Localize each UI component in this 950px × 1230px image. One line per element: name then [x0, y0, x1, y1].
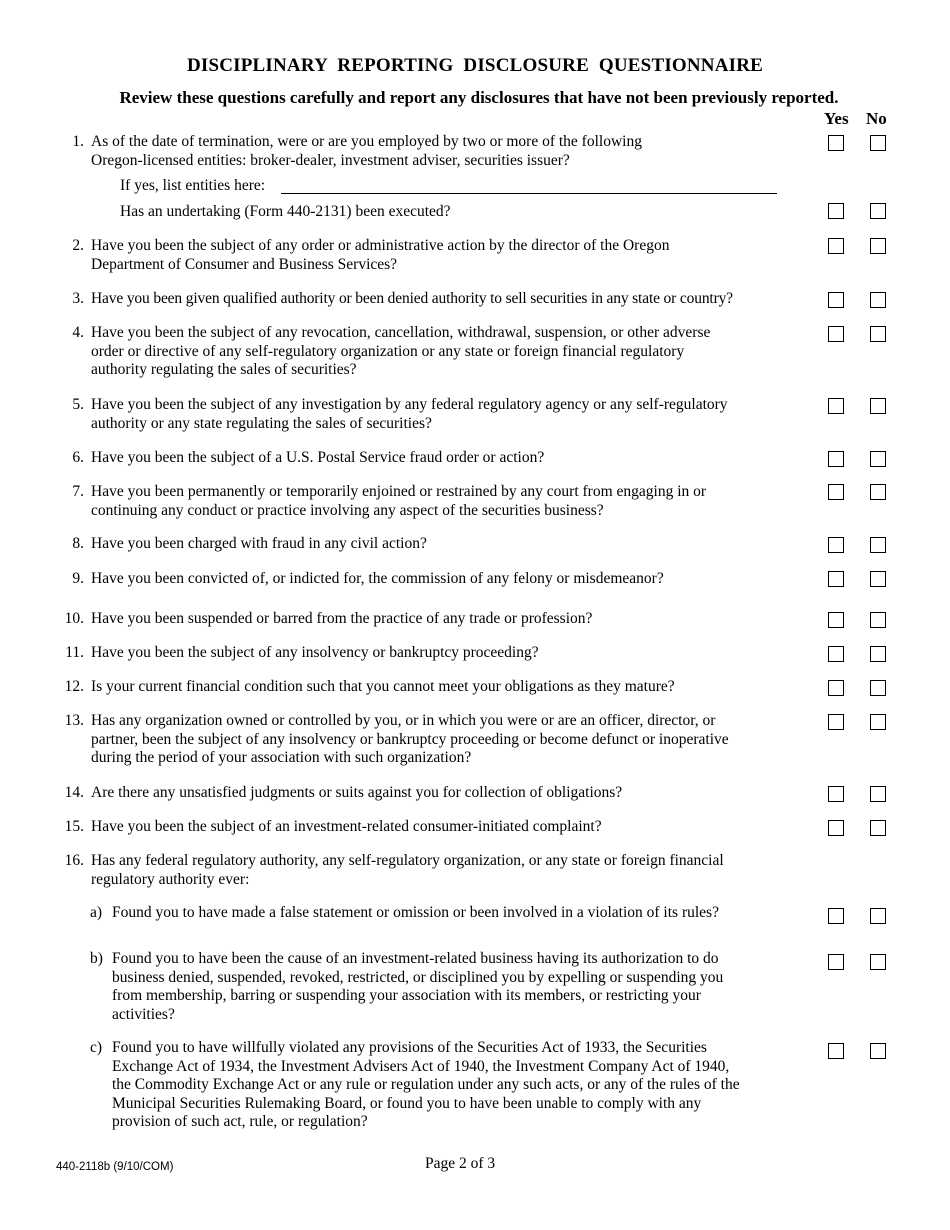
- q4-yes-checkbox[interactable]: [828, 326, 844, 342]
- q13-line: Has any organization owned or controlled by you, or in which you were or are an officer, director, or: [91, 712, 716, 729]
- q2-text: [91, 237, 669, 274]
- q16-line: regulatory authority ever:: [91, 870, 250, 888]
- q4-line: authority regulating the sales of securities?: [91, 361, 357, 378]
- q13-line: during the period of your association with such organization?: [91, 749, 472, 766]
- q16b-line: Found you to have been the cause of an investment-related business having its authorization to do: [112, 950, 719, 967]
- q5-line: authority or any state regulating the sales of securities?: [91, 414, 432, 432]
- q4-no-checkbox[interactable]: [870, 326, 886, 342]
- q9-text: [91, 570, 664, 589]
- q4-text: [91, 324, 710, 380]
- q5-number: 5.: [72, 396, 84, 413]
- q16b-letter: b): [90, 950, 103, 967]
- q8-line: Have you been charged with fraud in any civil action?: [91, 535, 427, 552]
- q6-yes-checkbox[interactable]: [828, 451, 844, 467]
- q16b-yes-checkbox[interactable]: [828, 954, 844, 970]
- no-column-header: No: [866, 109, 887, 128]
- q1-line: As of the date of termination, were or are you employed by two or more of the following: [91, 133, 642, 150]
- q1-yes-checkbox[interactable]: [828, 135, 844, 151]
- q1-undertaking-text: Has an undertaking (Form 440-2131) been executed?: [120, 203, 451, 220]
- q16a-text: [112, 904, 719, 923]
- q7-number: 7.: [72, 483, 84, 500]
- q16a-letter: a): [90, 904, 103, 921]
- q11-line: Have you been the subject of any insolvency or bankruptcy proceeding?: [91, 644, 539, 661]
- q1-number: 1.: [72, 133, 84, 150]
- q1-no-checkbox[interactable]: [870, 135, 886, 151]
- q15-number: 15.: [64, 818, 84, 835]
- q16-number: 16.: [64, 852, 84, 869]
- q13-no-checkbox[interactable]: [870, 714, 886, 730]
- q16c-yes-checkbox[interactable]: [828, 1043, 844, 1059]
- q13-number: 13.: [64, 712, 84, 729]
- q16-line: Has any federal regulatory authority, any self-regulatory organization, or any state or foreign financial: [91, 852, 724, 869]
- q1-line: Oregon-licensed entities: broker-dealer, investment adviser, securities issuer?: [91, 151, 570, 169]
- q12-line: Is your current financial condition such that you cannot meet your obligations as they mature?: [91, 678, 675, 695]
- q16c-letter: c): [90, 1039, 103, 1056]
- q16c-line: the Commodity Exchange Act or any rule or regulation under any such acts, or any of the rules of the: [112, 1076, 740, 1093]
- q16c-line: Municipal Securities Rulemaking Board, or found you to have been unable to comply with any: [112, 1094, 702, 1112]
- q16b-text: [112, 950, 723, 1024]
- q16a-line: Found you to have made a false statement or omission or been involved in a violation of its rules?: [112, 904, 719, 921]
- q2-line: Have you been the subject of any order or administrative action by the director of the Oregon: [91, 237, 670, 254]
- q16b-no-checkbox[interactable]: [870, 954, 886, 970]
- q6-text: [91, 449, 544, 468]
- page-title: DISCIPLINARY REPORTING DISCLOSURE QUESTIONNAIRE: [186, 55, 764, 76]
- q15-no-checkbox[interactable]: [870, 820, 886, 836]
- q16a-no-checkbox[interactable]: [870, 908, 886, 924]
- q2-no-checkbox[interactable]: [870, 238, 886, 254]
- q16c-line: Found you to have willfully violated any provisions of the Securities Act of 1933, the Securities: [112, 1039, 707, 1056]
- q6-no-checkbox[interactable]: [870, 451, 886, 467]
- q1-entities-field[interactable]: [281, 193, 777, 194]
- q7-text: [91, 483, 706, 520]
- q3-yes-checkbox[interactable]: [828, 292, 844, 308]
- q5-no-checkbox[interactable]: [870, 398, 886, 414]
- q15-text: [91, 818, 602, 837]
- q1-undertaking-no-checkbox[interactable]: [870, 203, 886, 219]
- q15-yes-checkbox[interactable]: [828, 820, 844, 836]
- q12-number: 12.: [64, 678, 84, 695]
- q7-line: Have you been permanently or temporarily enjoined or restrained by any court from engaging in or: [91, 483, 707, 500]
- q14-no-checkbox[interactable]: [870, 786, 886, 802]
- q8-yes-checkbox[interactable]: [828, 537, 844, 553]
- q3-no-checkbox[interactable]: [870, 292, 886, 308]
- q16-text: [91, 852, 724, 889]
- q11-text: [91, 644, 539, 663]
- form-number: 440-2118b (9/10/COM): [56, 1161, 174, 1173]
- q10-no-checkbox[interactable]: [870, 612, 886, 628]
- q12-text: [91, 678, 675, 697]
- instructions: Review these questions carefully and report any disclosures that have not been previously reported.: [119, 88, 839, 107]
- q3-line: Have you been given qualified authority or been denied authority to sell securities in any state or country?: [91, 290, 733, 307]
- q9-no-checkbox[interactable]: [870, 571, 886, 587]
- q4-line: Have you been the subject of any revocation, cancellation, withdrawal, suspension, or other adverse: [91, 324, 711, 341]
- q5-line: Have you been the subject of any investigation by any federal regulatory agency or any self-regulatory: [91, 396, 728, 413]
- q16c-no-checkbox[interactable]: [870, 1043, 886, 1059]
- q14-yes-checkbox[interactable]: [828, 786, 844, 802]
- q8-text: [91, 535, 427, 554]
- q9-number: 9.: [72, 570, 84, 587]
- q7-line: continuing any conduct or practice involving any aspect of the securities business?: [91, 501, 604, 519]
- q14-line: Are there any unsatisfied judgments or suits against you for collection of obligations?: [91, 784, 623, 801]
- q10-yes-checkbox[interactable]: [828, 612, 844, 628]
- q1-undertaking-yes-checkbox[interactable]: [828, 203, 844, 219]
- q5-yes-checkbox[interactable]: [828, 398, 844, 414]
- q14-text: [91, 784, 622, 803]
- q2-yes-checkbox[interactable]: [828, 238, 844, 254]
- q11-number: 11.: [65, 644, 84, 661]
- q11-yes-checkbox[interactable]: [828, 646, 844, 662]
- q16c-line: Exchange Act of 1934, the Investment Advisers Act of 1940, the Investment Company Act of 1940,: [112, 1057, 730, 1075]
- q13-text: [91, 712, 729, 768]
- q12-yes-checkbox[interactable]: [828, 680, 844, 696]
- q16b-line: business denied, suspended, revoked, restricted, or disciplined you by expelling or suspending you: [112, 968, 724, 986]
- q10-text: [91, 610, 592, 629]
- q9-yes-checkbox[interactable]: [828, 571, 844, 587]
- q14-number: 14.: [64, 784, 84, 801]
- q16b-line: activities?: [112, 1005, 175, 1023]
- q12-no-checkbox[interactable]: [870, 680, 886, 696]
- q4-line: order or directive of any self-regulatory organization or any state or foreign financial regulatory: [91, 342, 685, 360]
- q8-no-checkbox[interactable]: [870, 537, 886, 553]
- q2-number: 2.: [72, 237, 84, 254]
- q16c-text: [112, 1039, 740, 1132]
- q3-text: [91, 290, 733, 309]
- q15-line: Have you been the subject of an investment-related consumer-initiated complaint?: [91, 818, 602, 835]
- q13-line: partner, been the subject of any insolvency or bankruptcy proceeding or become defunct or inoperative: [91, 730, 729, 748]
- q10-number: 10.: [64, 610, 84, 627]
- q7-yes-checkbox[interactable]: [828, 484, 844, 500]
- q5-text: [91, 396, 728, 433]
- q16a-yes-checkbox[interactable]: [828, 908, 844, 924]
- yes-column-header: Yes: [824, 109, 849, 128]
- page-number: Page 2 of 3: [425, 1155, 496, 1172]
- q2-line: Department of Consumer and Business Services?: [91, 255, 398, 273]
- q16b-line: from membership, barring or suspending your association with its members, or restricting your: [112, 987, 701, 1004]
- q1-text: [91, 133, 642, 170]
- q16c-line: provision of such act, rule, or regulation?: [112, 1113, 368, 1130]
- q11-no-checkbox[interactable]: [870, 646, 886, 662]
- q3-number: 3.: [72, 290, 84, 307]
- q7-no-checkbox[interactable]: [870, 484, 886, 500]
- q6-number: 6.: [72, 449, 84, 466]
- q8-number: 8.: [72, 535, 84, 552]
- q10-line: Have you been suspended or barred from the practice of any trade or profession?: [91, 610, 593, 627]
- q6-line: Have you been the subject of a U.S. Postal Service fraud order or action?: [91, 449, 545, 466]
- q4-number: 4.: [72, 324, 84, 341]
- q1-entities-label: If yes, list entities here:: [120, 177, 266, 194]
- q13-yes-checkbox[interactable]: [828, 714, 844, 730]
- q9-line: Have you been convicted of, or indicted for, the commission of any felony or misdemeanor?: [91, 570, 664, 587]
